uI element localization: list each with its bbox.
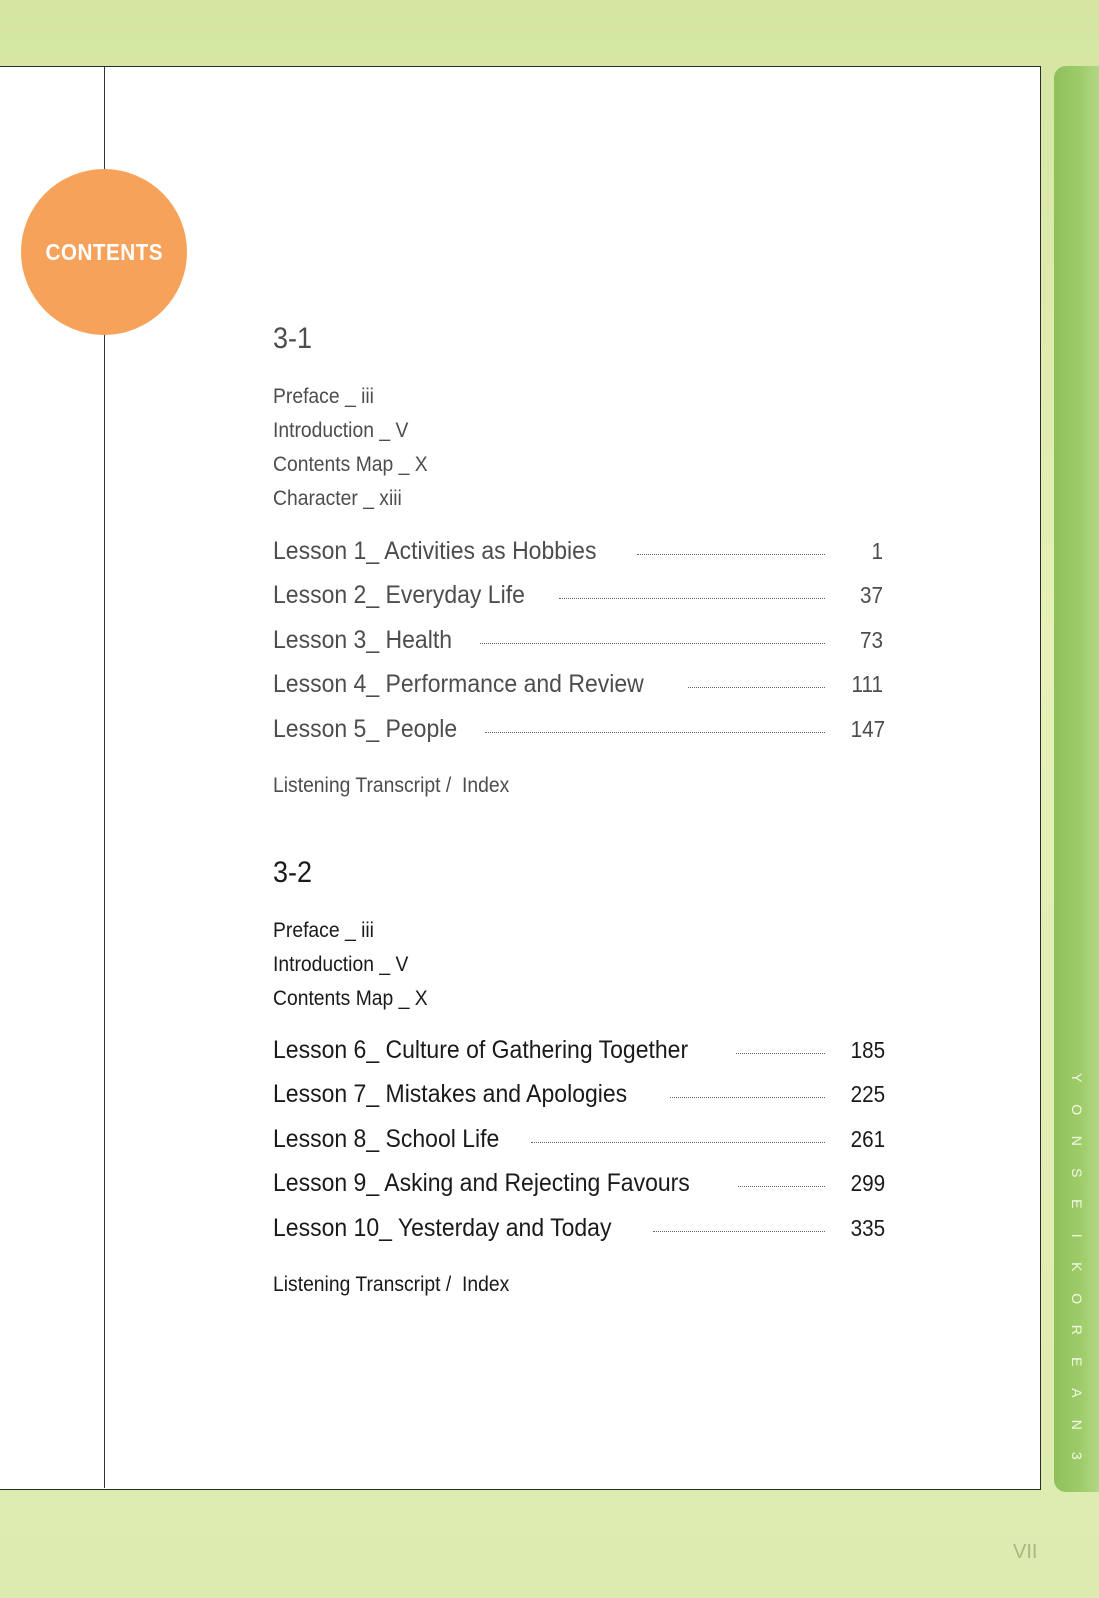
lesson-entry[interactable]: Lesson 5_ People 147 xyxy=(273,714,886,743)
contents-badge xyxy=(21,169,187,335)
back-matter: Listening Transcript / Index xyxy=(273,774,510,797)
front-matter-item: Contents Map _ X xyxy=(273,453,428,476)
lesson-entry[interactable]: Lesson 4_ Performance and Review 111 xyxy=(273,670,883,699)
page-number: VII xyxy=(1013,1541,1038,1563)
front-matter-list xyxy=(273,380,428,516)
side-tab-label: Y O N S E I K O R E A N 3 xyxy=(1068,1073,1085,1460)
lesson-entry[interactable]: Lesson 2_ Everyday Life 37 xyxy=(273,581,883,610)
volume-title: 3-2 xyxy=(273,856,313,889)
lesson-list xyxy=(273,529,886,752)
lesson-entry[interactable]: Lesson 9_ Asking and Rejecting Favours 299 xyxy=(273,1169,886,1198)
front-matter-item: Contents Map _ X xyxy=(273,987,428,1010)
front-matter-item: Preface _ iii xyxy=(273,385,374,408)
lesson-entry[interactable]: Lesson 8_ School Life 261 xyxy=(273,1124,886,1153)
lesson-entry[interactable]: Lesson 10_ Yesterday and Today 335 xyxy=(273,1213,886,1242)
contents-badge-label: CONTENTS xyxy=(45,238,163,265)
lesson-entry[interactable]: Lesson 1_ Activities as Hobbies 1 xyxy=(273,536,883,565)
volume-title: 3-1 xyxy=(273,322,313,355)
lesson-entry[interactable]: Lesson 7_ Mistakes and Apologies 225 xyxy=(273,1080,886,1109)
front-matter-item: Character _ xiii xyxy=(273,487,402,510)
front-matter-item: Introduction _ V xyxy=(273,419,409,442)
front-matter-list xyxy=(273,914,428,1016)
lesson-list xyxy=(273,1028,886,1251)
lesson-entry[interactable]: Lesson 3_ Health 73 xyxy=(273,625,883,654)
front-matter-item: Preface _ iii xyxy=(273,919,374,942)
front-matter-item: Introduction _ V xyxy=(273,953,409,976)
lesson-entry[interactable]: Lesson 6_ Culture of Gathering Together 185 xyxy=(273,1035,886,1064)
back-matter: Listening Transcript / Index xyxy=(273,1273,510,1296)
